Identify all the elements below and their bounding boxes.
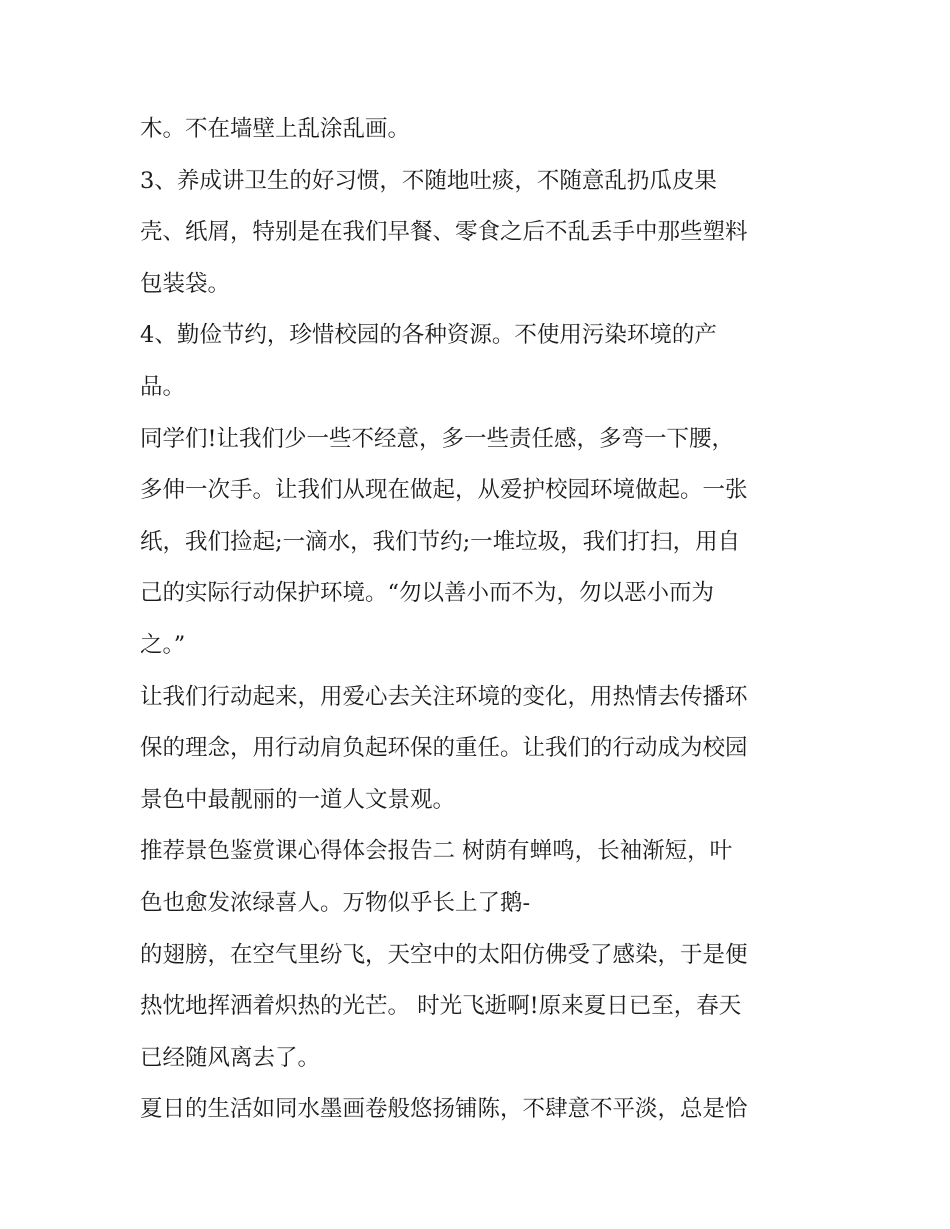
text-line: 夏日的生活如同水墨画卷般悠扬铺陈，不肆意不平淡，总是恰 — [140, 1096, 748, 1123]
text-line: 木。不在墙壁上乱涂乱画。 — [140, 116, 411, 142]
text-line: 的翅膀，在空气里纷飞，天空中的太阳仿佛受了感染，于是便 — [140, 941, 748, 968]
text-line: 品。 — [140, 373, 186, 400]
document-body — [140, 104, 820, 1136]
text-line: 包装袋。 — [140, 270, 231, 297]
text-line: 已经随风离去了。 — [140, 1044, 321, 1071]
text-line: 让我们行动起来，用爱心去关注环境的变化，用热情去传播环 — [140, 683, 748, 710]
text-line: 己的实际行动保护环境。“勿以善小而不为，勿以恶小而为 — [140, 580, 715, 607]
text-line: 同学们!让我们少一些不经意，多一些责任感，多弯一下腰， — [140, 425, 735, 452]
text-line: 4、勤俭节约，珍惜校园的各种资源。不使用污染环境的产 — [140, 322, 717, 349]
text-line: 推荐景色鉴赏课心得体会报告二 树荫有蝉鸣，长袖渐短，叶 — [140, 838, 733, 865]
text-line: 景色中最靓丽的一道人文景观。 — [140, 786, 456, 813]
text-line: 色也愈发浓绿喜人。万物似乎长上了鹅- — [140, 889, 531, 916]
text-line: 之。” — [140, 631, 186, 658]
text-line: 壳、纸屑，特别是在我们早餐、零食之后不乱丢手中那些塑料 — [140, 219, 748, 246]
text-line: 纸，我们捡起;一滴水，我们节约;一堆垃圾，我们打扫，用自 — [140, 528, 741, 555]
text-line: 多伸一次手。让我们从现在做起，从爱护校园环境做起。一张 — [140, 477, 748, 504]
text-line: 保的理念，用行动肩负起环保的重任。让我们的行动成为校园 — [140, 735, 748, 762]
text-line: 热忱地挥洒着炽热的光芒。 时光飞逝啊!原来夏日已至，春天 — [140, 993, 742, 1020]
text-line: 3、养成讲卫生的好习惯，不随地吐痰，不随意乱扔瓜皮果 — [140, 167, 717, 194]
